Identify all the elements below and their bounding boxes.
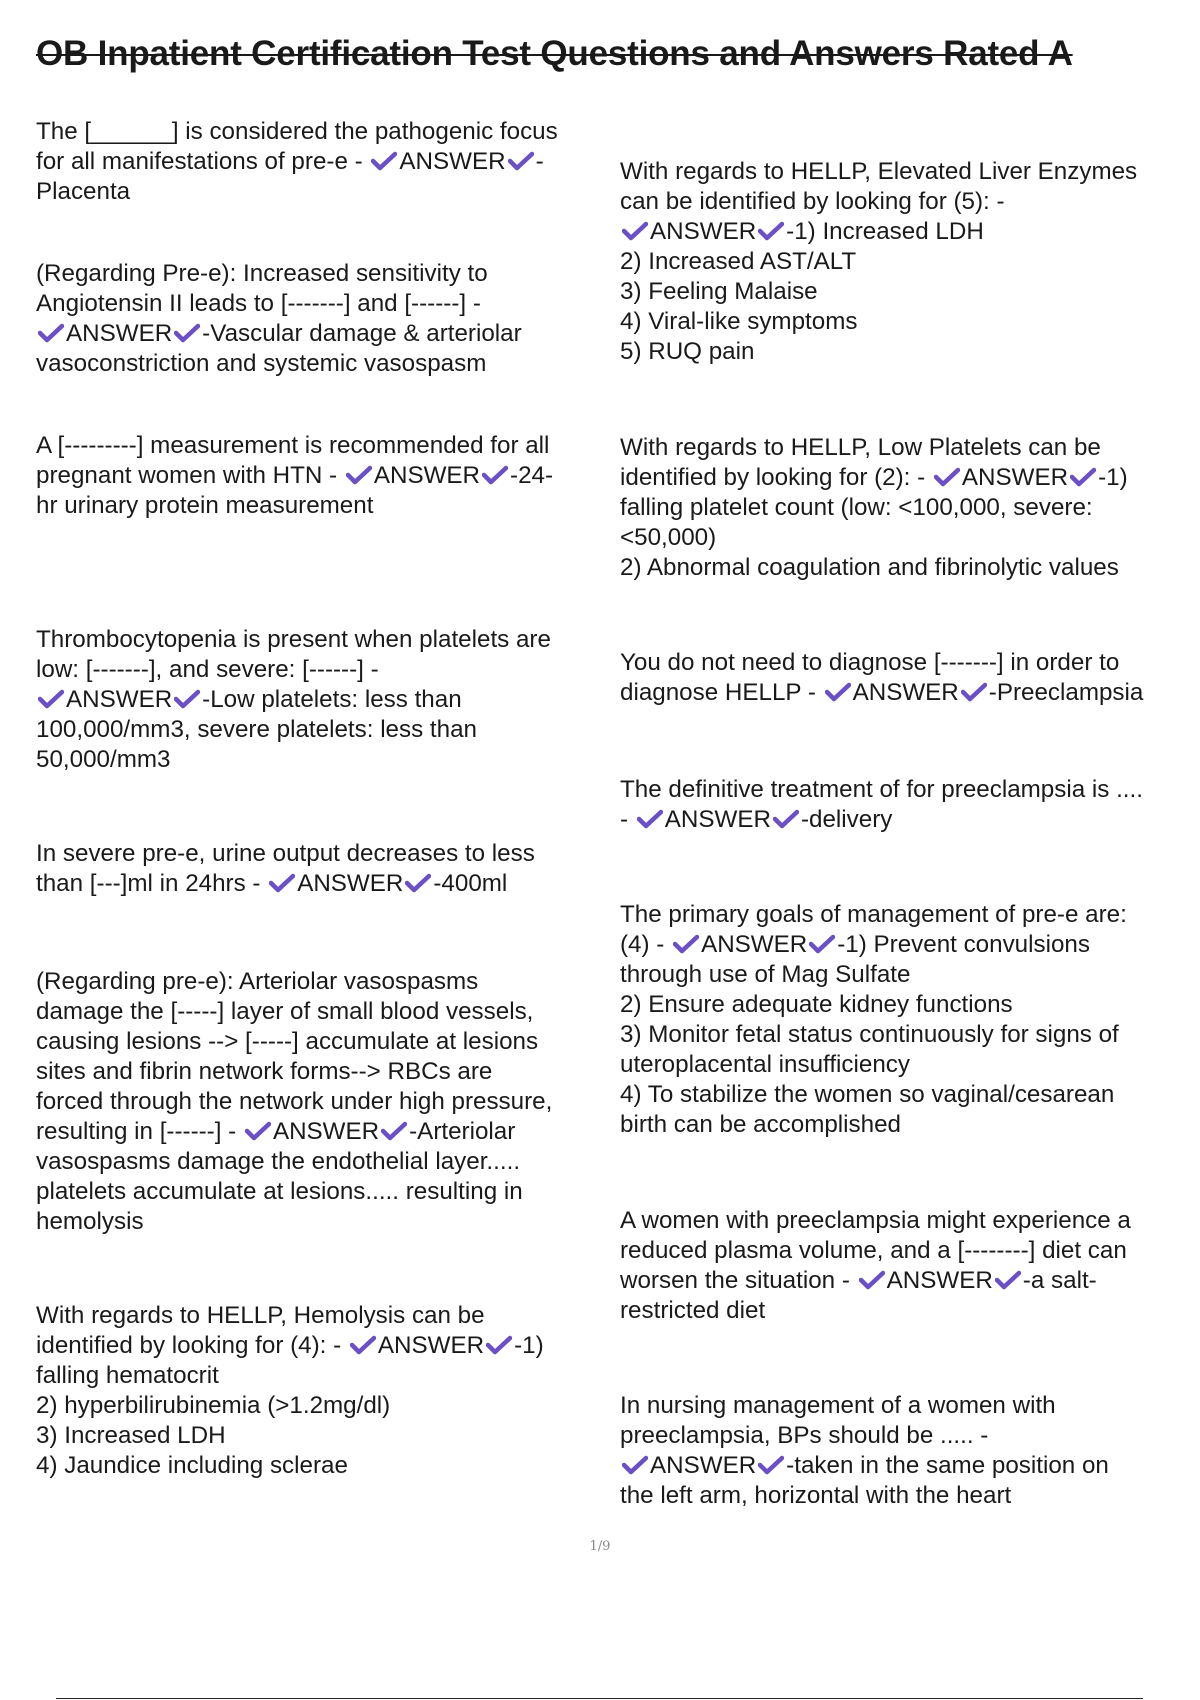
qa-line bbox=[620, 648, 1195, 678]
qa-line bbox=[36, 1391, 601, 1421]
document-title: OB Inpatient Certification Test Questions and Answers Rated A bbox=[36, 34, 1073, 73]
check-icon bbox=[825, 682, 851, 702]
qa-line bbox=[620, 900, 1195, 930]
qa-line bbox=[620, 1296, 1195, 1326]
page-number: 1/9 bbox=[589, 1539, 611, 1554]
qa-text: restricted diet bbox=[620, 1297, 766, 1324]
answer-label: ANSWER bbox=[297, 870, 404, 897]
check-icon bbox=[673, 934, 699, 954]
qa-text: birth can be accomplished bbox=[620, 1111, 902, 1138]
qa-line bbox=[36, 461, 601, 491]
qa-text: You do not need to diagnose [-------] in order to bbox=[620, 649, 1120, 676]
qa-line bbox=[620, 1110, 1195, 1140]
qa-block bbox=[620, 433, 1195, 583]
qa-line bbox=[36, 117, 601, 147]
qa-block bbox=[620, 157, 1195, 367]
answer-text: -delivery bbox=[800, 806, 893, 833]
answer-text: -Low platelets: less than bbox=[202, 686, 462, 713]
qa-block bbox=[36, 625, 601, 775]
qa-text: preeclampsia, BPs should be ..... - bbox=[620, 1422, 989, 1449]
qa-line bbox=[620, 1020, 1195, 1050]
qa-line bbox=[620, 1206, 1195, 1236]
qa-line bbox=[620, 187, 1195, 217]
qa-text: platelets accumulate at lesions..... resulting in bbox=[36, 1178, 523, 1205]
qa-block bbox=[620, 1391, 1195, 1511]
qa-text: hemolysis bbox=[36, 1208, 144, 1235]
answer-text: -1) bbox=[1098, 464, 1128, 491]
qa-line bbox=[620, 930, 1195, 960]
qa-text: 2) hyperbilirubinemia (>1.2mg/dl) bbox=[36, 1392, 391, 1419]
qa-line bbox=[36, 431, 601, 461]
answer-label: ANSWER bbox=[66, 320, 173, 347]
qa-line bbox=[620, 1080, 1195, 1110]
answer-label: ANSWER bbox=[373, 462, 481, 489]
qa-line bbox=[36, 1057, 601, 1087]
qa-text: sites and fibrin network forms--> RBCs are bbox=[36, 1058, 493, 1085]
qa-line bbox=[620, 307, 1195, 337]
check-icon bbox=[482, 465, 508, 485]
qa-line bbox=[36, 1361, 601, 1391]
qa-line bbox=[620, 433, 1195, 463]
check-icon bbox=[350, 1335, 376, 1355]
check-icon bbox=[371, 151, 397, 171]
qa-text: 4) Jaundice including sclerae bbox=[36, 1452, 348, 1479]
qa-text: low: [-------], and severe: [------] - bbox=[36, 656, 379, 683]
qa-text: worsen the situation - bbox=[620, 1267, 857, 1294]
qa-line bbox=[36, 869, 601, 899]
check-icon bbox=[174, 323, 200, 343]
qa-text: 2) Ensure adequate kidney functions bbox=[620, 991, 1013, 1018]
qa-line bbox=[620, 1481, 1195, 1511]
qa-text: In severe pre-e, urine output decreases to less bbox=[36, 840, 535, 867]
qa-block bbox=[36, 259, 601, 379]
qa-text: A women with preeclampsia might experience a bbox=[620, 1207, 1131, 1234]
qa-line bbox=[620, 337, 1195, 367]
qa-text: With regards to HELLP, Low Platelets can be bbox=[620, 434, 1101, 461]
qa-text: 3) Feeling Malaise bbox=[620, 278, 818, 305]
qa-line bbox=[620, 1421, 1195, 1451]
qa-line bbox=[36, 1207, 601, 1237]
qa-line bbox=[620, 553, 1195, 583]
qa-block bbox=[620, 900, 1195, 1140]
check-icon bbox=[809, 934, 835, 954]
answer-label: ANSWER bbox=[961, 464, 1069, 491]
qa-line bbox=[36, 655, 601, 685]
answer-text: -400ml bbox=[433, 870, 508, 897]
check-icon bbox=[381, 1121, 407, 1141]
answer-label: ANSWER bbox=[272, 1118, 380, 1145]
answer-label: ANSWER bbox=[852, 679, 959, 706]
qa-text: falling hematocrit bbox=[36, 1362, 219, 1389]
answer-text: -1) Increased LDH bbox=[786, 218, 984, 245]
qa-text: In nursing management of a women with bbox=[620, 1392, 1056, 1419]
answer-text: -a salt- bbox=[1022, 1267, 1097, 1294]
check-icon bbox=[637, 809, 663, 829]
answer-label: ANSWER bbox=[399, 148, 506, 175]
qa-line bbox=[36, 1177, 601, 1207]
check-icon bbox=[773, 809, 799, 829]
qa-text: Thrombocytopenia is present when platelets are bbox=[36, 626, 551, 653]
qa-text: for all manifestations of pre-e - bbox=[36, 148, 370, 175]
answer-text: -24- bbox=[510, 462, 554, 489]
qa-line bbox=[620, 157, 1195, 187]
answer-text: -Arteriolar bbox=[409, 1118, 516, 1145]
qa-block bbox=[36, 839, 601, 899]
qa-block bbox=[36, 967, 601, 1237]
answer-text: -Preeclampsia bbox=[988, 679, 1144, 706]
check-icon bbox=[995, 1270, 1021, 1290]
answer-label: ANSWER bbox=[664, 806, 771, 833]
qa-text: - bbox=[620, 806, 635, 833]
qa-line bbox=[36, 839, 601, 869]
qa-block bbox=[36, 117, 601, 207]
qa-line bbox=[620, 1266, 1195, 1296]
qa-line bbox=[620, 775, 1195, 805]
qa-text: 2) Abnormal coagulation and fibrinolytic values bbox=[620, 554, 1119, 581]
check-icon bbox=[405, 873, 431, 893]
qa-line bbox=[620, 217, 1195, 247]
qa-text: vasoconstriction and systemic vasospasm bbox=[36, 350, 487, 377]
qa-block bbox=[36, 1301, 601, 1481]
qa-text: diagnose HELLP - bbox=[620, 679, 823, 706]
check-icon bbox=[346, 465, 372, 485]
qa-text: 5) RUQ pain bbox=[620, 338, 755, 365]
check-icon bbox=[859, 1270, 885, 1290]
qa-block bbox=[620, 648, 1195, 708]
answer-label: ANSWER bbox=[377, 1332, 485, 1359]
qa-text: forced through the network under high pressure, bbox=[36, 1088, 553, 1115]
check-icon bbox=[174, 689, 200, 709]
qa-line bbox=[620, 1451, 1195, 1481]
answer-text: -Vascular damage & arteriolar bbox=[202, 320, 522, 347]
check-icon bbox=[622, 221, 648, 241]
qa-line bbox=[620, 960, 1195, 990]
qa-line bbox=[36, 1451, 601, 1481]
qa-line bbox=[36, 1147, 601, 1177]
qa-text: (4) - bbox=[620, 931, 672, 958]
answer-label: ANSWER bbox=[701, 931, 808, 958]
qa-text: identified by looking for (4): - bbox=[36, 1332, 348, 1359]
qa-line bbox=[620, 523, 1195, 553]
check-icon bbox=[758, 1455, 784, 1475]
answer-text: -1) Prevent convulsions bbox=[837, 931, 1090, 958]
qa-line bbox=[36, 147, 601, 177]
qa-line bbox=[36, 967, 601, 997]
qa-line bbox=[36, 745, 601, 775]
qa-line bbox=[36, 349, 601, 379]
qa-text: can be identified by looking for (5): - bbox=[620, 188, 1005, 215]
check-icon bbox=[1070, 467, 1096, 487]
qa-text: pregnant women with HTN - bbox=[36, 462, 344, 489]
qa-text: damage the [-----] layer of small blood vessels, bbox=[36, 998, 534, 1025]
qa-text: A [---------] measurement is recommended for all bbox=[36, 432, 550, 459]
answer-label: ANSWER bbox=[66, 686, 173, 713]
qa-line bbox=[36, 685, 601, 715]
check-icon bbox=[38, 323, 64, 343]
qa-line bbox=[620, 493, 1195, 523]
qa-text: than [---]ml in 24hrs - bbox=[36, 870, 268, 897]
qa-text: vasospasms damage the endothelial layer..... bbox=[36, 1148, 521, 1175]
qa-text: resulting in [------] - bbox=[36, 1118, 243, 1145]
qa-text: (Regarding pre-e): Arteriolar vasospasms bbox=[36, 968, 479, 995]
qa-text: falling platelet count (low: <100,000, severe: bbox=[620, 494, 1093, 521]
qa-line bbox=[36, 259, 601, 289]
qa-block bbox=[620, 1206, 1195, 1326]
qa-line bbox=[36, 1027, 601, 1057]
qa-line bbox=[620, 247, 1195, 277]
qa-line bbox=[620, 990, 1195, 1020]
qa-text: identified by looking for (2): - bbox=[620, 464, 932, 491]
qa-line bbox=[620, 463, 1195, 493]
check-icon bbox=[758, 221, 784, 241]
answer-label: ANSWER bbox=[650, 1452, 757, 1479]
qa-line bbox=[36, 1421, 601, 1451]
qa-text: With regards to HELLP, Hemolysis can be bbox=[36, 1302, 485, 1329]
check-icon bbox=[245, 1121, 271, 1141]
answer-text: - bbox=[535, 148, 544, 175]
qa-line bbox=[620, 1391, 1195, 1421]
qa-text: hr urinary protein measurement bbox=[36, 492, 374, 519]
qa-line bbox=[36, 1117, 601, 1147]
qa-text: 3) Increased LDH bbox=[36, 1422, 226, 1449]
qa-text: The [______] is considered the pathogenic focus bbox=[36, 118, 558, 145]
answer-text: -1) bbox=[514, 1332, 544, 1359]
qa-text: through use of Mag Sulfate bbox=[620, 961, 911, 988]
check-icon bbox=[486, 1335, 512, 1355]
qa-text: 100,000/mm3, severe platelets: less than bbox=[36, 716, 477, 743]
qa-text: causing lesions --> [-----] accumulate at lesions bbox=[36, 1028, 539, 1055]
check-icon bbox=[508, 151, 534, 171]
check-icon bbox=[622, 1455, 648, 1475]
qa-block bbox=[36, 431, 601, 521]
qa-text: 2) Increased AST/ALT bbox=[620, 248, 857, 275]
qa-line bbox=[36, 491, 601, 521]
qa-text: 4) Viral-like symptoms bbox=[620, 308, 858, 335]
qa-text: uteroplacental insufficiency bbox=[620, 1051, 910, 1078]
qa-text: 50,000/mm3 bbox=[36, 746, 171, 773]
answer-label: ANSWER bbox=[650, 218, 757, 245]
qa-line bbox=[620, 1236, 1195, 1266]
qa-line bbox=[36, 1301, 601, 1331]
qa-text: The primary goals of management of pre-e are: bbox=[620, 901, 1127, 928]
qa-line bbox=[620, 805, 1195, 835]
check-icon bbox=[269, 873, 295, 893]
qa-text: The definitive treatment of for preeclampsia is .... bbox=[620, 776, 1143, 803]
qa-line bbox=[36, 715, 601, 745]
qa-text: Angiotensin II leads to [-------] and [------] - bbox=[36, 290, 481, 317]
qa-block bbox=[620, 775, 1195, 835]
check-icon bbox=[38, 689, 64, 709]
qa-text: 4) To stabilize the women so vaginal/cesarean bbox=[620, 1081, 1115, 1108]
qa-line bbox=[36, 289, 601, 319]
qa-text: 3) Monitor fetal status continuously for signs of bbox=[620, 1021, 1119, 1048]
qa-text: Placenta bbox=[36, 178, 131, 205]
qa-line bbox=[36, 625, 601, 655]
check-icon bbox=[961, 682, 987, 702]
check-icon bbox=[934, 467, 960, 487]
qa-line bbox=[36, 1331, 601, 1361]
qa-text: <50,000) bbox=[620, 524, 717, 551]
qa-line bbox=[36, 319, 601, 349]
qa-text: (Regarding Pre-e): Increased sensitivity to bbox=[36, 260, 488, 287]
footer-rule bbox=[56, 1698, 1143, 1699]
answer-text: -taken in the same position on bbox=[786, 1452, 1109, 1479]
qa-line bbox=[36, 997, 601, 1027]
qa-line bbox=[36, 1087, 601, 1117]
qa-text: reduced plasma volume, and a [--------] diet can bbox=[620, 1237, 1127, 1264]
qa-text: With regards to HELLP, Elevated Liver Enzymes bbox=[620, 158, 1138, 185]
qa-line bbox=[620, 678, 1195, 708]
answer-label: ANSWER bbox=[886, 1267, 993, 1294]
qa-text: the left arm, horizontal with the heart bbox=[620, 1482, 1012, 1509]
qa-line bbox=[620, 1050, 1195, 1080]
qa-line bbox=[36, 177, 601, 207]
qa-line bbox=[620, 277, 1195, 307]
